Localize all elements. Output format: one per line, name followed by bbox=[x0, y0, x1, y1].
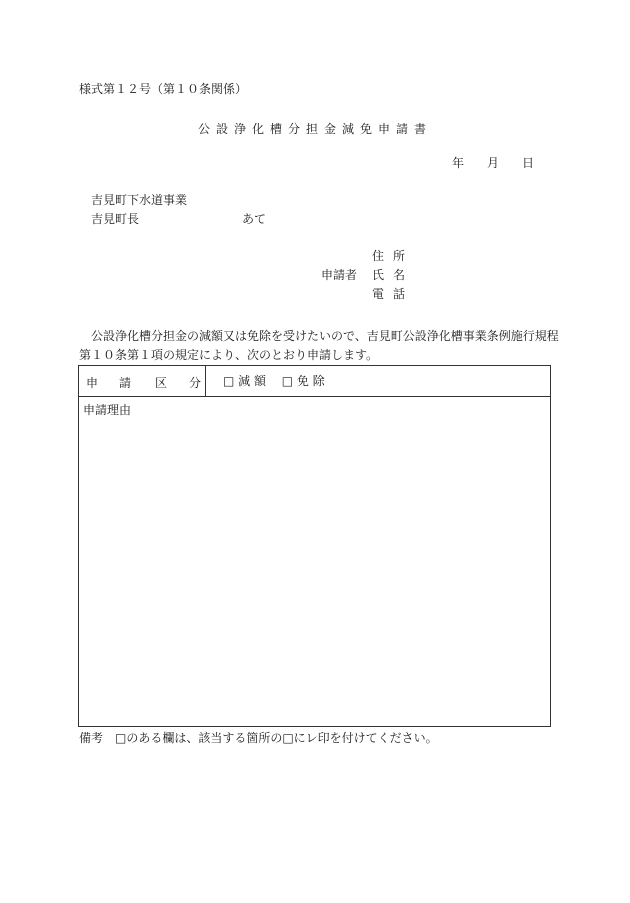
category-label-char: 区 bbox=[155, 376, 168, 390]
application-table bbox=[78, 365, 551, 727]
category-row bbox=[79, 366, 550, 397]
form-number: 様式第１２号（第１０条関係） bbox=[79, 82, 248, 96]
recipient-mayor: 吉見町長 bbox=[91, 212, 140, 226]
footnote: 備考 □のある欄は、該当する箇所の□にレ印を付けてください。 bbox=[79, 731, 438, 745]
category-label-char: 申 bbox=[86, 376, 99, 390]
recipient-honorific: あて bbox=[242, 212, 267, 226]
body-text-line1: 公設浄化槽分担金の減額又は免除を受けたいので、吉見町公設浄化槽事業条例施行規程 bbox=[91, 329, 559, 343]
date-month-label: 月 bbox=[487, 156, 500, 170]
category-label-char: 請 bbox=[119, 376, 132, 390]
category-options[interactable]: □ 減 額 □ 免 除 bbox=[223, 374, 325, 388]
date-day-label: 日 bbox=[522, 156, 535, 170]
body-text-line2: 第１０条第１項の規定により、次のとおり申請します。 bbox=[79, 348, 379, 362]
applicant-phone-label: 電話 bbox=[372, 287, 415, 301]
applicant-address-label: 住所 bbox=[372, 249, 415, 263]
reason-label: 申請理由 bbox=[83, 403, 132, 417]
category-label-cell bbox=[79, 366, 206, 396]
category-label-char: 分 bbox=[189, 376, 202, 390]
applicant-label: 申請者 bbox=[321, 268, 358, 282]
recipient-office: 吉見町下水道事業 bbox=[91, 193, 188, 207]
applicant-name-label: 氏名 bbox=[372, 268, 415, 282]
date-year-label: 年 bbox=[452, 156, 465, 170]
document-title: 公設浄化槽分担金減免申請書 bbox=[197, 122, 432, 136]
